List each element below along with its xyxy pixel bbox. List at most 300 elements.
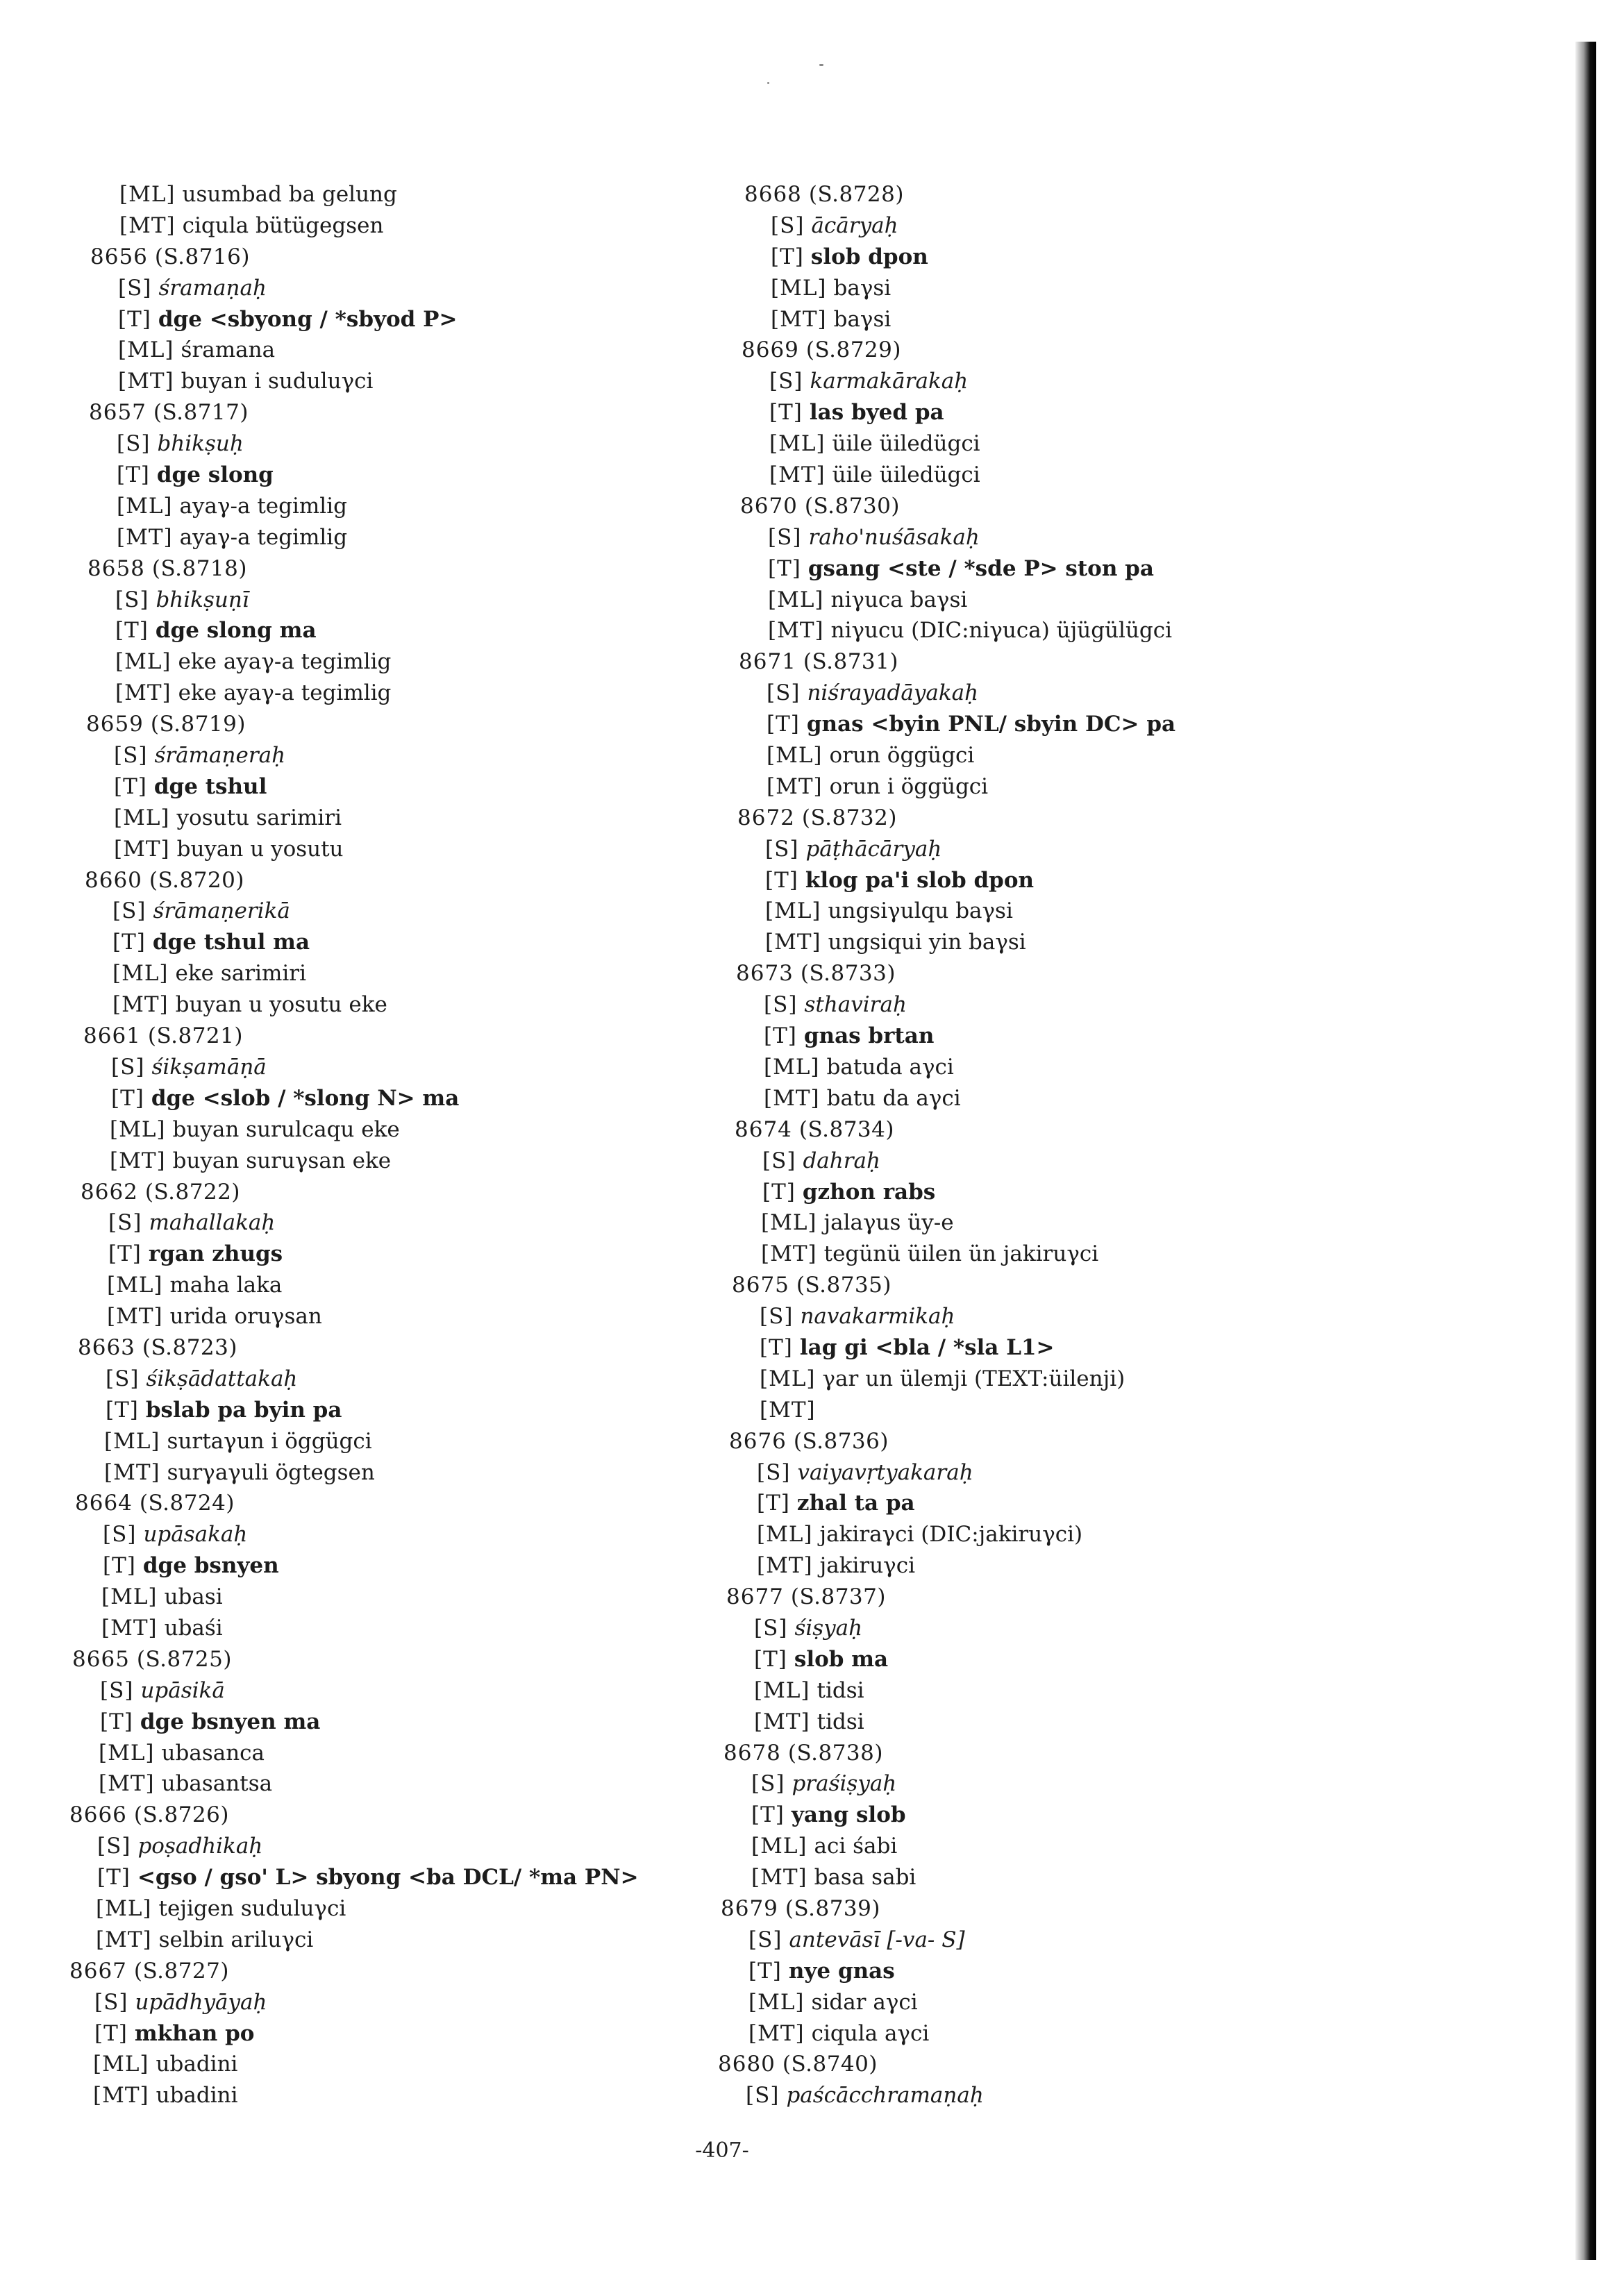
sanskrit-reference: (S.8722) (144, 1179, 240, 1205)
entry-number: 8680 (718, 2052, 776, 2077)
sanskrit-line (69, 740, 764, 771)
language-tag: [ML] (760, 1366, 816, 1391)
term-text: ciqula bütügegsen (182, 212, 384, 238)
mongolian-mt-line (701, 460, 1396, 491)
entry-number: 8669 (742, 337, 799, 363)
entry-number: 8660 (85, 867, 142, 893)
entry-number: 8668 (744, 182, 802, 207)
language-tag: [T] (768, 555, 801, 581)
sanskrit-line (69, 1207, 764, 1239)
language-tag: [ML] (769, 431, 826, 457)
term-text: eke ayaγ-a tegimlig (178, 649, 392, 675)
mongolian-ml-line (701, 1364, 1396, 1395)
term-text: gnas brtan (803, 1023, 935, 1049)
term-text: dge bsnyen (142, 1553, 279, 1579)
language-tag: [T] (114, 773, 147, 799)
language-tag: [ML] (768, 587, 824, 612)
term-text: śramaṇaḥ (158, 275, 267, 301)
term-text: upāsikā (140, 1677, 225, 1703)
left-column (69, 179, 764, 2111)
language-tag: [T] (748, 1958, 782, 1984)
entry-heading (69, 1177, 764, 1208)
term-text: usumbad ba gelung (182, 182, 397, 207)
mongolian-mt-line (69, 2080, 764, 2111)
entry-number: 8656 (90, 244, 148, 269)
entry-number: 8662 (81, 1179, 138, 1205)
entry-number: 8670 (740, 493, 798, 519)
term-text: ubaśi (164, 1615, 223, 1641)
language-tag: [T] (106, 1397, 139, 1423)
term-text: buyan suruγsan eke (172, 1148, 392, 1173)
mongolian-mt-line (69, 1925, 764, 1956)
term-text: śrāmaṇeraḥ (154, 743, 286, 769)
mongolian-mt-line (701, 1239, 1396, 1270)
term-text: tegünü üilen ün jakiruγci (823, 1241, 1099, 1267)
language-tag: [T] (765, 867, 798, 893)
term-text: batuda aγci (826, 1054, 954, 1080)
sanskrit-reference: (S.8740) (782, 2052, 878, 2077)
mongolian-ml-line (69, 958, 764, 989)
language-tag: [T] (115, 618, 149, 644)
sanskrit-reference: (S.8738) (787, 1740, 883, 1766)
term-text: dge <sbyong / *sbyod P> (158, 306, 458, 332)
entry-number: 8672 (737, 805, 795, 830)
sanskrit-reference: (S.8733) (800, 961, 896, 987)
language-tag: [MT] (760, 1397, 816, 1423)
term-text: śikṣādattakaḥ (146, 1366, 298, 1391)
tibetan-line (69, 1239, 764, 1270)
sanskrit-reference: (S.8739) (785, 1895, 880, 1921)
tibetan-line (69, 2018, 764, 2050)
language-tag: [S] (97, 1834, 131, 1859)
term-text: raho'nuśāsakaḥ (808, 524, 980, 550)
tibetan-line (701, 865, 1396, 896)
language-tag: [ML] (114, 805, 170, 830)
language-tag: [S] (760, 1304, 794, 1330)
term-text: surγaγuli ögtegsen (167, 1459, 375, 1485)
term-text: selbin ariluγci (158, 1927, 314, 1952)
tibetan-line (701, 242, 1396, 273)
mongolian-ml-line (69, 179, 764, 210)
tibetan-line (69, 1395, 764, 1426)
term-text: ungsiγulqu baγsi (828, 898, 1013, 924)
language-tag: [T] (112, 930, 146, 955)
term-text: sthaviraḥ (804, 992, 907, 1018)
language-tag: [ML] (93, 2052, 149, 2077)
language-tag: [ML] (748, 1989, 805, 2015)
mongolian-ml-line (69, 803, 764, 834)
mongolian-ml-line (701, 1831, 1396, 1862)
sanskrit-line (701, 1925, 1396, 1956)
language-tag: [MT] (771, 306, 827, 332)
term-text: <gso / gso' L> sbyong <ba DCL/ *ma PN> (137, 1865, 639, 1891)
term-text: nye gnas (788, 1958, 895, 1984)
entry-heading (69, 709, 764, 740)
language-tag: [T] (111, 1085, 144, 1111)
tibetan-line (701, 709, 1396, 740)
language-tag: [T] (118, 306, 151, 332)
sanskrit-line (69, 896, 764, 927)
language-tag: [ML] (117, 493, 173, 519)
language-tag: [T] (762, 1179, 796, 1205)
term-text: yosutu sarimiri (176, 805, 342, 830)
entry-heading (701, 1114, 1396, 1146)
entry-heading (701, 958, 1396, 989)
entry-heading (701, 335, 1396, 366)
term-text: mahallakaḥ (149, 1210, 276, 1236)
scan-speck (819, 64, 823, 66)
tibetan-line (701, 1332, 1396, 1364)
language-tag: [T] (764, 1023, 797, 1049)
term-text: dge tshul (153, 773, 267, 799)
entry-number: 8659 (86, 712, 144, 737)
language-tag: [T] (751, 1802, 785, 1828)
language-tag: [S] (103, 1522, 137, 1548)
term-text: ubadini (156, 2083, 238, 2109)
term-text: ayaγ-a tegimlig (179, 524, 348, 550)
term-text: urida oruγsan (169, 1304, 322, 1330)
term-text: dge slong ma (155, 618, 317, 644)
mongolian-ml-line (701, 1519, 1396, 1550)
language-tag: [MT] (765, 930, 821, 955)
term-text: maha laka (169, 1273, 283, 1298)
entry-heading (69, 242, 764, 273)
sanskrit-line (701, 2080, 1396, 2111)
mongolian-mt-line (701, 2018, 1396, 2050)
language-tag: [ML] (112, 961, 169, 987)
entry-heading (69, 1332, 764, 1364)
sanskrit-line (69, 1675, 764, 1707)
entry-number: 8665 (72, 1646, 130, 1672)
term-text: navakarmikaḥ (800, 1304, 955, 1330)
term-text: dge bsnyen ma (140, 1709, 321, 1734)
tibetan-line (701, 1956, 1396, 1987)
mongolian-mt-line (69, 1613, 764, 1644)
language-tag: [ML] (107, 1273, 163, 1298)
mongolian-mt-line (701, 615, 1396, 646)
sanskrit-line (701, 678, 1396, 709)
tibetan-line (701, 1644, 1396, 1675)
term-text: buyan i suduluγci (181, 369, 374, 394)
mongolian-ml-line (701, 896, 1396, 927)
term-text: vaiyavṛtyakaraḥ (797, 1459, 973, 1485)
term-text: dge tshul ma (152, 930, 310, 955)
language-tag: [ML] (751, 1834, 807, 1859)
term-text: üile üiledügci (832, 462, 980, 488)
language-tag: [MT] (769, 462, 826, 488)
language-tag: [ML] (757, 1522, 813, 1548)
term-text: tidsi (817, 1677, 864, 1703)
right-column (701, 179, 1396, 2111)
language-tag: [MT] (104, 1459, 160, 1485)
sanskrit-line (701, 1768, 1396, 1800)
mongolian-mt-line (69, 1457, 764, 1489)
sanskrit-line (701, 1301, 1396, 1332)
language-tag: [T] (103, 1553, 136, 1579)
sanskrit-reference: (S.8735) (796, 1273, 891, 1298)
term-text: śiṣyaḥ (794, 1615, 863, 1641)
term-text: eke ayaγ-a tegimlig (178, 680, 392, 706)
language-tag: [ML] (761, 1210, 817, 1236)
language-tag: [MT] (107, 1304, 163, 1330)
mongolian-mt-line (701, 1395, 1396, 1426)
term-text: buyan surulcaqu eke (172, 1116, 400, 1142)
term-text: aci śabi (814, 1834, 898, 1859)
mongolian-ml-line (701, 1675, 1396, 1707)
sanskrit-reference: (S.8731) (803, 649, 898, 675)
language-tag: [MT] (101, 1615, 158, 1641)
term-text: mkhan po (134, 2020, 255, 2046)
language-tag: [MT] (115, 680, 171, 706)
language-tag: [MT] (751, 1865, 807, 1891)
language-tag: [T] (760, 1334, 793, 1360)
term-text: ungsiqui yin baγsi (828, 930, 1026, 955)
entry-number: 8671 (739, 649, 796, 675)
tibetan-line (701, 397, 1396, 428)
language-tag: [T] (117, 462, 150, 488)
language-tag: [T] (108, 1241, 142, 1267)
sanskrit-reference: (S.8728) (808, 182, 904, 207)
sanskrit-reference: (S.8737) (790, 1584, 886, 1610)
sanskrit-reference: (S.8736) (793, 1428, 889, 1454)
term-text: eke sarimiri (175, 961, 307, 987)
term-text: ciqula aγci (811, 2020, 930, 2046)
sanskrit-line (69, 273, 764, 304)
term-text: ubasantsa (161, 1771, 273, 1797)
language-tag: [S] (764, 992, 798, 1018)
term-text: orun i öggügci (829, 773, 989, 799)
language-tag: [T] (767, 712, 800, 737)
term-text: dge <slob / *slong N> ma (151, 1085, 460, 1111)
term-text: śramana (181, 337, 276, 363)
term-text: tidsi (817, 1709, 864, 1734)
term-text: dge slong (156, 462, 274, 488)
tibetan-line (69, 1707, 764, 1738)
mongolian-mt-line (69, 1146, 764, 1177)
entry-number: 8679 (721, 1895, 778, 1921)
language-tag: [MT] (117, 524, 173, 550)
sanskrit-reference: (S.8727) (133, 1958, 229, 1984)
mongolian-ml-line (69, 1893, 764, 1925)
tibetan-line (701, 553, 1396, 585)
sanskrit-reference: (S.8720) (149, 867, 244, 893)
language-tag: [T] (757, 1491, 790, 1516)
language-tag: [ML] (115, 649, 171, 675)
entry-heading (69, 1956, 764, 1987)
language-tag: [S] (108, 1210, 142, 1236)
term-text: śrāmaṇerikā (153, 898, 290, 924)
mongolian-ml-line (701, 273, 1396, 304)
tibetan-line (69, 1550, 764, 1582)
language-tag: [ML] (101, 1584, 158, 1610)
scan-speck (767, 82, 769, 84)
entry-number: 8658 (87, 555, 145, 581)
entry-number: 8678 (723, 1740, 781, 1766)
term-text: las byed pa (809, 400, 944, 426)
tibetan-line (701, 1488, 1396, 1519)
mongolian-ml-line (69, 1270, 764, 1301)
term-text: jakiruγci (819, 1553, 915, 1579)
sanskrit-line (69, 1831, 764, 1862)
mongolian-mt-line (69, 834, 764, 865)
term-text: γar un ülemji (TEXT:üilenji) (822, 1366, 1125, 1391)
tibetan-line (69, 1862, 764, 1893)
entry-heading (701, 803, 1396, 834)
sanskrit-line (701, 834, 1396, 865)
sanskrit-line (701, 1613, 1396, 1644)
mongolian-ml-line (69, 491, 764, 522)
term-text: upāsakaḥ (143, 1522, 248, 1548)
mongolian-mt-line (701, 1083, 1396, 1114)
term-text: rgan zhugs (148, 1241, 283, 1267)
language-tag: [T] (771, 244, 804, 269)
term-text: surtaγun i öggügci (167, 1428, 372, 1454)
sanskrit-line (69, 1052, 764, 1083)
language-tag: [S] (748, 1927, 782, 1952)
term-text: gnas <byin PNL/ sbyin DC> pa (806, 712, 1176, 737)
term-text: niγucu (DIC:niγuca) üjügülügci (830, 618, 1173, 644)
term-text: baγsi (833, 275, 891, 301)
sanskrit-line (69, 1364, 764, 1395)
language-tag: [S] (769, 369, 803, 394)
term-text: paścācchramaṇaḥ (786, 2083, 984, 2109)
tibetan-line (69, 1083, 764, 1114)
term-text: baγsi (833, 306, 891, 332)
term-text: pāṭhācāryaḥ (805, 836, 942, 862)
language-tag: [ML] (119, 182, 176, 207)
term-text: buyan u yosutu (176, 836, 344, 862)
entry-number: 8666 (69, 1802, 127, 1828)
mongolian-ml-line (701, 1052, 1396, 1083)
entry-number: 8664 (75, 1491, 133, 1516)
term-text: slob dpon (810, 244, 928, 269)
term-text: upādhyāyaḥ (135, 1989, 267, 2015)
term-text: ayaγ-a tegimlig (179, 493, 347, 519)
term-text: jalaγus üy-e (823, 1210, 954, 1236)
language-tag: [MT] (767, 773, 823, 799)
language-tag: [ML] (764, 1054, 820, 1080)
term-text: yang slob (791, 1802, 906, 1828)
term-text: antevāsī [-va- S] (789, 1927, 965, 1952)
term-text: praśiṣyaḥ (792, 1771, 897, 1797)
entry-heading (69, 1644, 764, 1675)
language-tag: [MT] (761, 1241, 817, 1267)
entry-heading (701, 1893, 1396, 1925)
language-tag: [MT] (114, 836, 170, 862)
language-tag: [MT] (764, 1085, 820, 1111)
mongolian-mt-line (69, 989, 764, 1021)
sanskrit-line (701, 1457, 1396, 1489)
language-tag: [MT] (110, 1148, 166, 1173)
mongolian-mt-line (701, 1707, 1396, 1738)
language-tag: [S] (115, 587, 149, 612)
mongolian-mt-line (69, 678, 764, 709)
sanskrit-line (69, 428, 764, 460)
term-text: niγuca baγsi (830, 587, 968, 612)
language-tag: [S] (757, 1459, 791, 1485)
language-tag: [S] (111, 1054, 145, 1080)
mongolian-mt-line (701, 304, 1396, 335)
term-text: lag gi <bla / *sla L1> (799, 1334, 1055, 1360)
tibetan-line (69, 771, 764, 803)
term-text: sidar aγci (811, 1989, 918, 2015)
tibetan-line (69, 460, 764, 491)
language-tag: [MT] (119, 212, 176, 238)
tibetan-line (701, 1177, 1396, 1208)
language-tag: [S] (746, 2083, 780, 2109)
entry-number: 8673 (736, 961, 794, 987)
entry-heading (69, 1800, 764, 1831)
entry-heading (701, 646, 1396, 678)
entry-heading (701, 1582, 1396, 1613)
mongolian-ml-line (69, 1738, 764, 1769)
mongolian-ml-line (69, 1114, 764, 1146)
language-tag: [MT] (99, 1771, 155, 1797)
mongolian-ml-line (69, 335, 764, 366)
language-tag: [S] (765, 836, 799, 862)
mongolian-mt-line (701, 1862, 1396, 1893)
language-tag: [T] (100, 1709, 133, 1734)
sanskrit-line (701, 989, 1396, 1021)
mongolian-mt-line (69, 366, 764, 397)
language-tag: [MT] (93, 2083, 149, 2109)
language-tag: [ML] (99, 1740, 155, 1766)
term-text: dahraḥ (803, 1148, 880, 1173)
language-tag: [S] (114, 743, 148, 769)
sanskrit-line (701, 1146, 1396, 1177)
sanskrit-reference: (S.8717) (153, 400, 249, 426)
mongolian-mt-line (69, 1768, 764, 1800)
mongolian-mt-line (69, 522, 764, 553)
language-tag: [ML] (767, 743, 823, 769)
sanskrit-reference: (S.8723) (142, 1334, 237, 1360)
sanskrit-line (69, 1519, 764, 1550)
mongolian-ml-line (701, 585, 1396, 616)
language-tag: [S] (754, 1615, 788, 1641)
term-text: buyan u yosutu eke (175, 992, 387, 1018)
language-tag: [ML] (96, 1895, 152, 1921)
language-tag: [ML] (110, 1116, 166, 1142)
term-text: niśrayadāyakaḥ (807, 680, 979, 706)
mongolian-ml-line (701, 740, 1396, 771)
term-text: ubasi (164, 1584, 223, 1610)
mongolian-mt-line (701, 1550, 1396, 1582)
sanskrit-reference: (S.8721) (147, 1023, 243, 1049)
sanskrit-line (69, 585, 764, 616)
sanskrit-reference: (S.8718) (151, 555, 247, 581)
term-text: karmakārakaḥ (810, 369, 969, 394)
entry-heading (69, 553, 764, 585)
language-tag: [S] (117, 431, 151, 457)
term-text: gzhon rabs (802, 1179, 936, 1205)
mongolian-mt-line (69, 210, 764, 242)
language-tag: [S] (767, 680, 801, 706)
tibetan-line (701, 1021, 1396, 1052)
language-tag: [T] (754, 1646, 787, 1672)
entry-number: 8663 (78, 1334, 135, 1360)
entry-heading (69, 397, 764, 428)
tibetan-line (69, 615, 764, 646)
mongolian-ml-line (69, 1426, 764, 1457)
language-tag: [S] (771, 212, 805, 238)
language-tag: [S] (762, 1148, 796, 1173)
language-tag: [T] (94, 2020, 128, 2046)
entry-number: 8674 (735, 1116, 792, 1142)
term-text: bhikṣuḥ (157, 431, 244, 457)
entry-number: 8661 (83, 1023, 141, 1049)
language-tag: [T] (97, 1865, 131, 1891)
language-tag: [S] (106, 1366, 140, 1391)
